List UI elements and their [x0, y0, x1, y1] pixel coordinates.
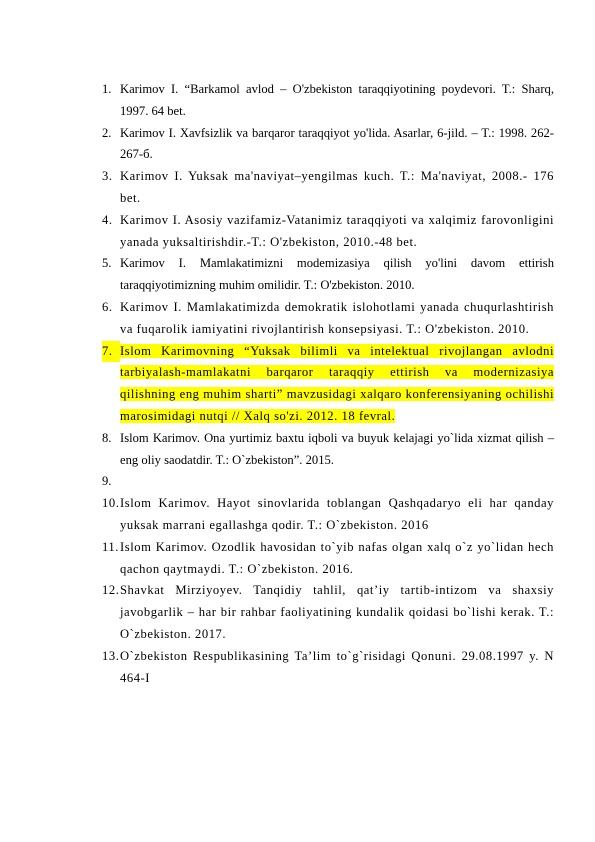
reference-text: Islom Karimov. Ona yurtimiz baxtu iqboli va buyuk kelajagi yo`lida xizmat qilish – eng oliy saodatdir. T.: O`zbekiston”. 2015. [120, 430, 554, 467]
reference-text: Karimov I. “Barkamol avlod – O'zbekiston taraqqiyotining poydevori. T.: Sharq, 1997. 64 bet. [120, 82, 554, 118]
reference-text: Islom Karimov. Ozodlik havosidan to`yib nafas olgan xalq o`z yo`lidan hech qachon qaytmaydi. T.: O`zbekiston. 2016. [120, 539, 554, 576]
reference-number: 9. [102, 474, 112, 489]
reference-number: 11. [102, 539, 119, 554]
reference-number: 5. [102, 256, 112, 271]
reference-text: Islom Karimov. Hayot sinovlarida toblangan Qashqadaryo eli har qanday yuksak marrani egallashga qodir. T.: O`zbekiston. 2016 [120, 496, 554, 532]
reference-item [102, 79, 554, 123]
reference-list [102, 79, 554, 689]
reference-item [102, 493, 554, 537]
reference-text-highlighted: Islom Karimovning “Yuksak bilimli va intelektual rivojlangan avlodni tarbiyalash-mamlakatni barqaror taraqqiy ettirish va modernizasiya qilishning eng muhim sharti” mavzusidagi xalqaro konferensiyaning ochilishi marosimidagi nutqi // Xalq so'zi. 2012. 18 fevral. [120, 343, 554, 423]
reference-text: Karimov I. Mamlakatimizda demokratik islohotlami yanada chuqurlashtirish va fuqarolik iamiyatini rivojlantirish konsepsiyasi. T.: O'zbekiston. 2010. [120, 299, 554, 336]
reference-item [102, 253, 554, 297]
reference-text: Shavkat Mirziyoyev. Tanqidiy tahlil, qat’iy tartib-intizom va shaxsiy javobgarlik – har bir rahbar faoliyatining kundalik qoidasi bo`lishi kerak. T.: O`zbekiston. 2017. [120, 583, 554, 641]
reference-text: Karimov I. Asosiy vazifamiz-Vatanimiz taraqqiyoti va xalqimiz farovonligini yanada yuksaltirishdir.-T.: O'zbekiston, 2010.-48 bet. [120, 212, 554, 249]
reference-item [102, 166, 554, 210]
reference-text: Karimov I. Xavfsizlik va barqaror taraqqiyot yo'lida. Asarlar, 6-jild. – T.: 1998. 262-267-б. [120, 125, 554, 162]
reference-item [102, 210, 554, 254]
reference-text: O`zbekiston Respublikasining Ta’lim to`g`risidagi Qonuni. 29.08.1997 y. N 464-I [120, 648, 554, 685]
reference-text: Karimov I. Mamlakatimizni modemizasiya qilish yo'lini davom ettirish taraqqiyotimizning muhim omilidir. T.: O'zbekiston. 2010. [120, 256, 554, 293]
reference-number: 2. [102, 125, 112, 140]
reference-number: 12. [102, 583, 120, 598]
reference-item [102, 428, 554, 472]
reference-item [102, 646, 554, 690]
reference-number: 10. [102, 496, 120, 511]
reference-number: 7. [102, 341, 120, 363]
reference-item [102, 537, 554, 581]
reference-item [102, 580, 554, 645]
reference-number: 3. [102, 169, 113, 184]
reference-text: Karimov I. Yuksak ma'naviyat–yengilmas kuch. T.: Ma'naviyat, 2008.- 176 bet. [120, 169, 554, 205]
reference-item [102, 123, 554, 167]
reference-number: 1. [102, 82, 112, 96]
reference-item-empty [102, 471, 554, 493]
reference-item [102, 297, 554, 341]
reference-number: 6. [102, 299, 113, 314]
reference-number: 13. [102, 648, 120, 663]
reference-number: 8. [102, 430, 112, 445]
reference-item-highlighted [102, 341, 554, 428]
reference-number: 4. [102, 212, 113, 227]
